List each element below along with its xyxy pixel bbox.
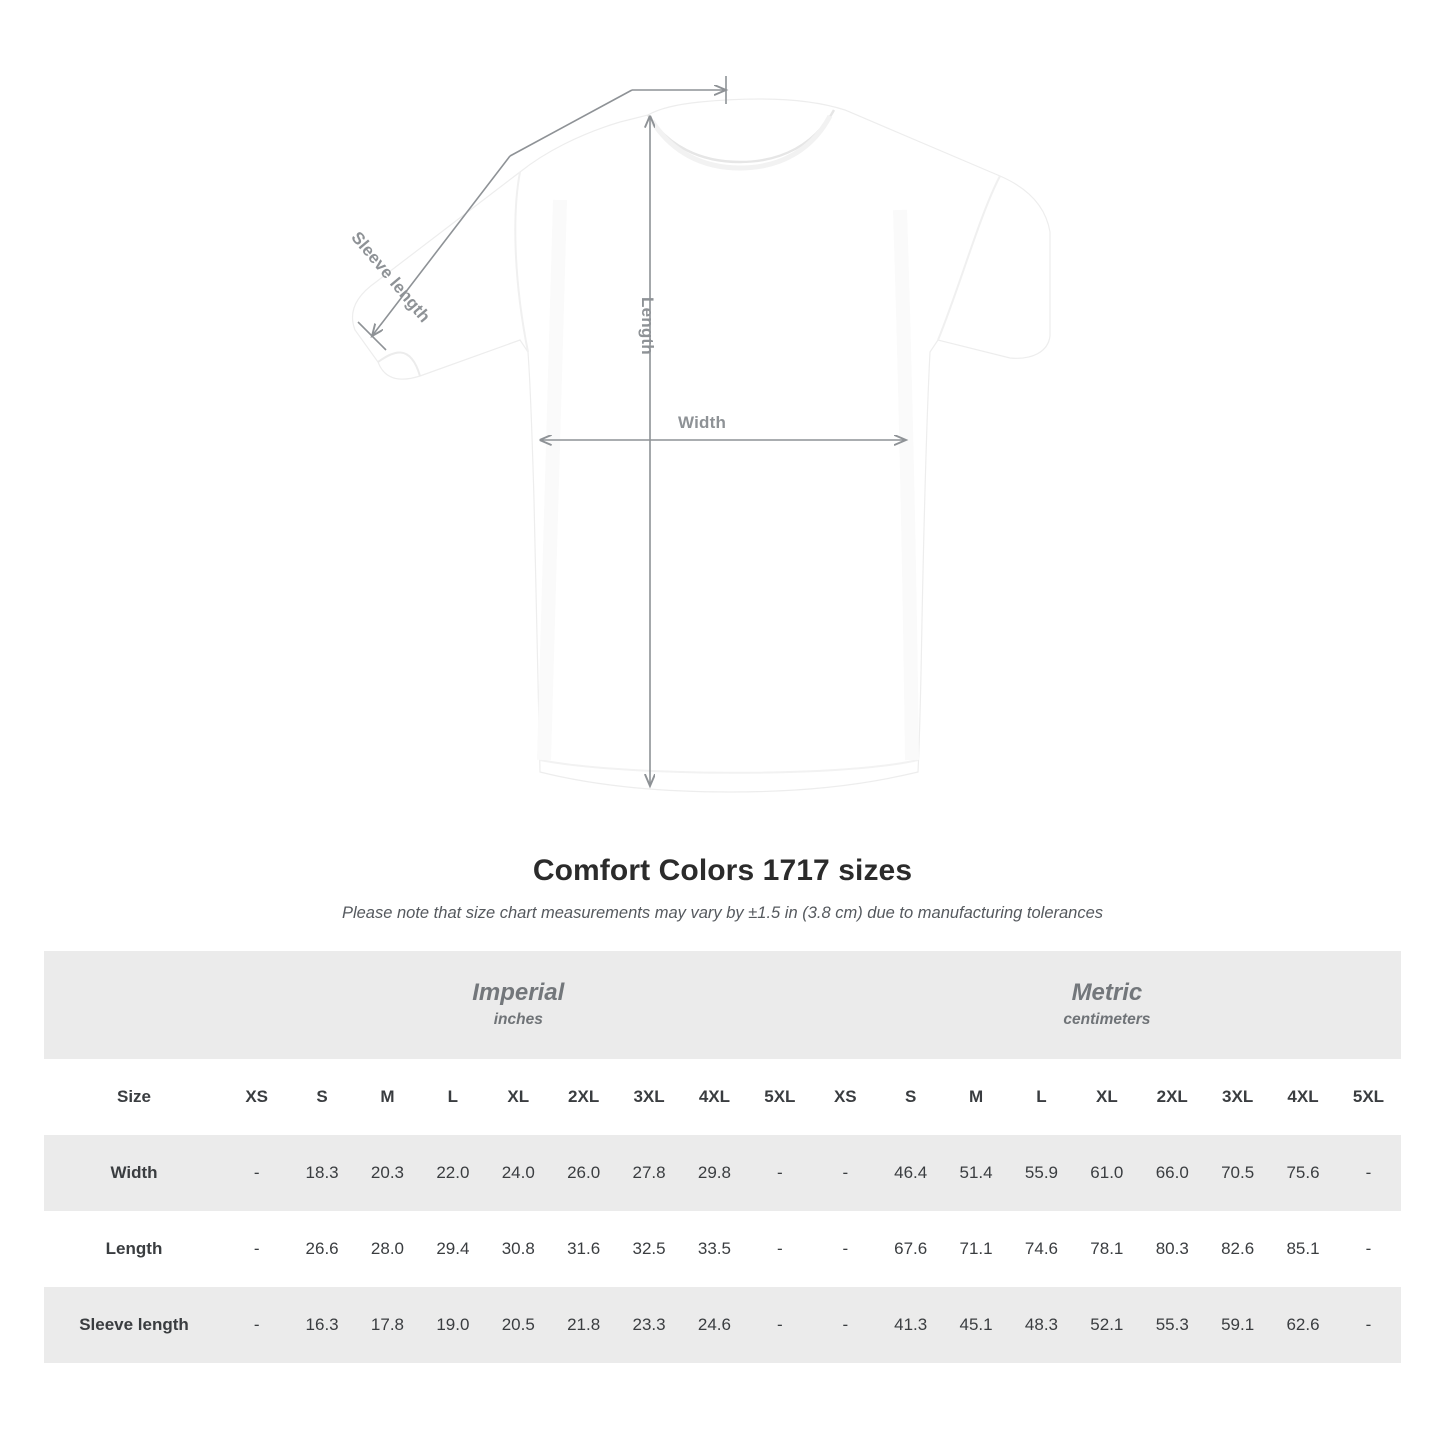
size-header-imperial-4xl: 4XL [682, 1059, 747, 1135]
row-label-sleeve-length: Sleeve length [44, 1287, 224, 1363]
table-row [44, 1135, 1401, 1211]
size-header-metric-2xl: 2XL [1140, 1059, 1205, 1135]
row-label-length: Length [44, 1211, 224, 1287]
size-table-wrapper [0, 951, 1445, 1363]
size-header-metric-xs: XS [813, 1059, 878, 1135]
cell-sleeve-metric-xl: 52.1 [1074, 1287, 1139, 1363]
unit-header-metric [813, 951, 1402, 1059]
sleeve-length-label: Sleeve length [347, 228, 435, 327]
cell-width-imperial-3xl: 27.8 [616, 1135, 681, 1211]
size-header-metric-4xl: 4XL [1270, 1059, 1335, 1135]
size-table [44, 951, 1401, 1363]
cell-sleeve-metric-4xl: 62.6 [1270, 1287, 1335, 1363]
cell-sleeve-imperial-xs: - [224, 1287, 289, 1363]
size-header-row [44, 1059, 1401, 1135]
cell-length-metric-m: 71.1 [943, 1211, 1008, 1287]
size-header-imperial-xs: XS [224, 1059, 289, 1135]
unit-title-imperial: Imperial [472, 979, 565, 1007]
cell-length-imperial-l: 29.4 [420, 1211, 485, 1287]
cell-sleeve-imperial-2xl: 21.8 [551, 1287, 616, 1363]
table-row [44, 1211, 1401, 1287]
cell-sleeve-imperial-5xl: - [747, 1287, 812, 1363]
tshirt-shape [353, 99, 1050, 792]
cell-length-imperial-3xl: 32.5 [616, 1211, 681, 1287]
cell-width-metric-s: 46.4 [878, 1135, 943, 1211]
row-label-width: Width [44, 1135, 224, 1211]
size-header-metric-s: S [878, 1059, 943, 1135]
size-header-metric-m: M [943, 1059, 1008, 1135]
cell-sleeve-metric-l: 48.3 [1009, 1287, 1074, 1363]
cell-width-metric-3xl: 70.5 [1205, 1135, 1270, 1211]
cell-sleeve-imperial-3xl: 23.3 [616, 1287, 681, 1363]
size-header-imperial-5xl: 5XL [747, 1059, 812, 1135]
cell-length-imperial-xs: - [224, 1211, 289, 1287]
cell-length-imperial-xl: 30.8 [486, 1211, 551, 1287]
size-header-imperial-3xl: 3XL [616, 1059, 681, 1135]
cell-length-metric-l: 74.6 [1009, 1211, 1074, 1287]
cell-length-imperial-5xl: - [747, 1211, 812, 1287]
cell-length-imperial-2xl: 31.6 [551, 1211, 616, 1287]
cell-length-metric-xl: 78.1 [1074, 1211, 1139, 1287]
cell-width-imperial-2xl: 26.0 [551, 1135, 616, 1211]
size-header-imperial-2xl: 2XL [551, 1059, 616, 1135]
cell-sleeve-imperial-m: 17.8 [355, 1287, 420, 1363]
cell-sleeve-metric-s: 41.3 [878, 1287, 943, 1363]
length-label: Length [638, 297, 657, 355]
unit-sub-metric: centimeters [1063, 1011, 1151, 1029]
unit-sub-imperial: inches [493, 1011, 543, 1029]
cell-sleeve-metric-3xl: 59.1 [1205, 1287, 1270, 1363]
cell-length-metric-5xl: - [1336, 1211, 1402, 1287]
cell-length-metric-s: 67.6 [878, 1211, 943, 1287]
cell-width-metric-l: 55.9 [1009, 1135, 1074, 1211]
table-row [44, 1287, 1401, 1363]
cell-sleeve-metric-5xl: - [1336, 1287, 1402, 1363]
cell-width-imperial-m: 20.3 [355, 1135, 420, 1211]
cell-sleeve-imperial-s: 16.3 [289, 1287, 354, 1363]
unit-header-imperial [224, 951, 813, 1059]
size-header-metric-xl: XL [1074, 1059, 1139, 1135]
tolerance-note: Please note that size chart measurements may vary by ±1.5 in (3.8 cm) due to manufacturing tolerances [341, 904, 1104, 922]
unit-title-metric: Metric [1071, 979, 1143, 1007]
cell-length-metric-3xl: 82.6 [1205, 1211, 1270, 1287]
cell-width-metric-4xl: 75.6 [1270, 1135, 1335, 1211]
size-header-imperial-s: S [289, 1059, 354, 1135]
size-header-imperial-m: M [355, 1059, 420, 1135]
cell-width-imperial-xl: 24.0 [486, 1135, 551, 1211]
cell-width-metric-5xl: - [1336, 1135, 1402, 1211]
cell-length-metric-xs: - [813, 1211, 878, 1287]
size-header-metric-l: L [1009, 1059, 1074, 1135]
title-block [0, 854, 1445, 923]
cell-length-imperial-4xl: 33.5 [682, 1211, 747, 1287]
cell-width-imperial-xs: - [224, 1135, 289, 1211]
size-column-header: Size [44, 1059, 224, 1135]
cell-length-imperial-m: 28.0 [355, 1211, 420, 1287]
unit-header-row [44, 951, 1401, 1059]
width-label: Width [678, 413, 727, 432]
cell-sleeve-imperial-xl: 20.5 [486, 1287, 551, 1363]
size-header-imperial-xl: XL [486, 1059, 551, 1135]
cell-width-metric-xs: - [813, 1135, 878, 1211]
cell-sleeve-metric-2xl: 55.3 [1140, 1287, 1205, 1363]
unit-header-spacer [44, 951, 224, 1059]
cell-width-imperial-4xl: 29.8 [682, 1135, 747, 1211]
size-header-imperial-l: L [420, 1059, 485, 1135]
cell-width-metric-xl: 61.0 [1074, 1135, 1139, 1211]
cell-sleeve-metric-xs: - [813, 1287, 878, 1363]
size-header-metric-5xl: 5XL [1336, 1059, 1402, 1135]
cell-width-imperial-l: 22.0 [420, 1135, 485, 1211]
cell-length-metric-2xl: 80.3 [1140, 1211, 1205, 1287]
page-title: Comfort Colors 1717 sizes [532, 854, 913, 887]
cell-sleeve-imperial-4xl: 24.6 [682, 1287, 747, 1363]
cell-width-metric-2xl: 66.0 [1140, 1135, 1205, 1211]
cell-length-metric-4xl: 85.1 [1270, 1211, 1335, 1287]
cell-sleeve-imperial-l: 19.0 [420, 1287, 485, 1363]
cell-width-metric-m: 51.4 [943, 1135, 1008, 1211]
cell-width-imperial-s: 18.3 [289, 1135, 354, 1211]
size-header-metric-3xl: 3XL [1205, 1059, 1270, 1135]
cell-sleeve-metric-m: 45.1 [943, 1287, 1008, 1363]
cell-width-imperial-5xl: - [747, 1135, 812, 1211]
cell-length-imperial-s: 26.6 [289, 1211, 354, 1287]
